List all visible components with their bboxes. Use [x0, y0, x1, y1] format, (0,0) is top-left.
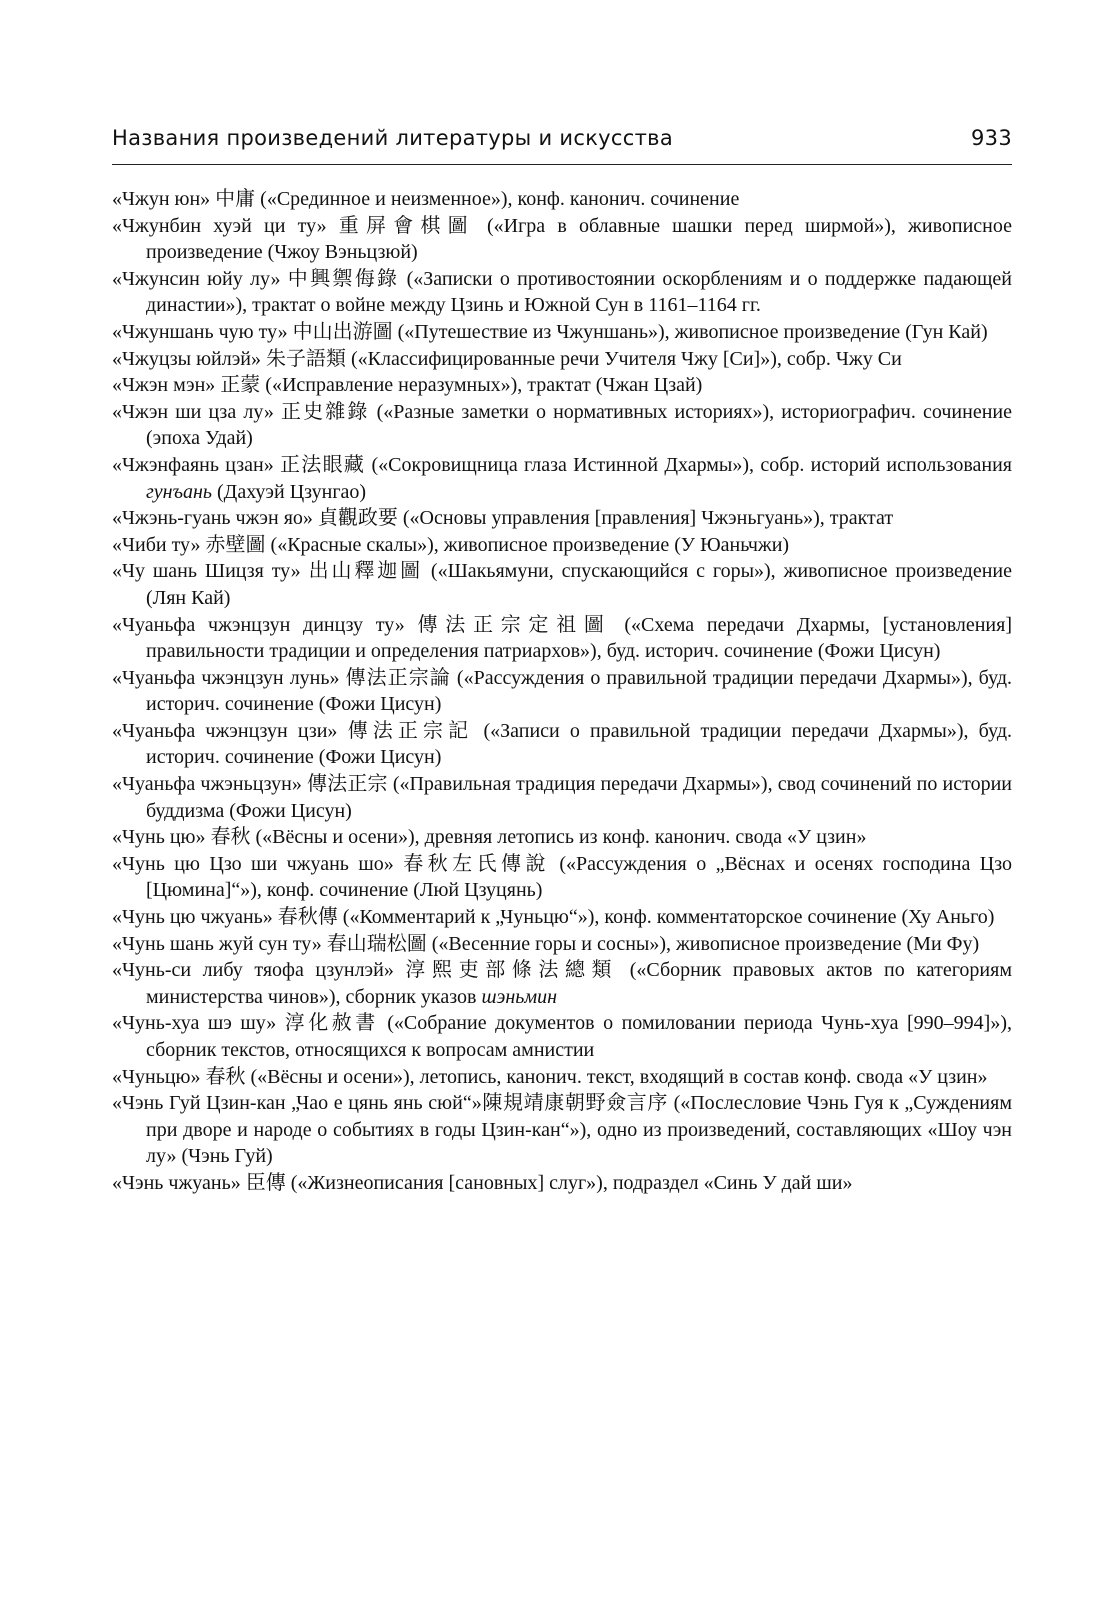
entry: «Чуньцю» 春秋 («Вёсны и осени»), летопись, канонич. текст, входящий в состав конф. свода «У цзин»	[112, 1065, 988, 1088]
entry: «Чжунбин хуэй ци ту» 重屏會棋圖 («Игра в облавные шашки перед ширмой»), живописное произведение (Чжоу Вэньцзюй)	[112, 214, 1012, 264]
entries-list	[112, 186, 1012, 1197]
entry: «Чунь-хуа шэ шу» 淳化赦書 («Собрание документов о помиловании периода Чунь-хуа [990–994]»), сборник текстов, относящихся к вопросам амнистии	[112, 1012, 1012, 1061]
italic-term: шэньмин	[481, 985, 558, 1008]
running-header	[112, 124, 1012, 165]
entry: «Чжунсин юйу лу» 中興禦侮錄 («Записки о противостоянии оскорблениям и о поддержке падающей династии»), трактат о войне между Цзинь и Южной Сун в 1161–1164 гг.	[112, 267, 1012, 317]
entry: «Чунь цю чжуань» 春秋傳 («Комментарий к „Чуньцю“»), конф. комментаторское сочинение (Ху Аньго)	[112, 906, 995, 929]
entry: «Чуаньфа чжэнцзун динцзу ту» 傳法正宗定祖圖 («Схема передачи Дхармы, [установления] правильности традиции и определения патриархов»), буд. историч. сочинение (Фожи Цисун)	[112, 613, 1012, 663]
entry: «Чунь цю Цзо ши чжуань шо» 春秋左氏傳說 («Рассуждения о „Вёснах и осенях господина Цзо [Цюмина]“»), конф. сочинение (Люй Цзуцянь)	[112, 852, 1012, 902]
running-header-title: Названия произведений литературы и искусства	[112, 126, 673, 150]
entry: «Чуаньфа чжэньцзун» 傳法正宗 («Правильная традиция передачи Дхармы»), свод сочинений по истории буддизма (Фожи Цисун)	[112, 773, 1012, 822]
entry: «Чжэнфаянь цзан» 正法眼藏 («Сокровищница глаза Истинной Дхармы»), собр. историй использования гунъань (Дахуэй Цзунгао)	[112, 453, 1012, 503]
entry: «Чэнь Гуй Цзин-кан „Чао е цянь янь сюй“»陳規靖康朝野僉言序 («Послесловие Чэнь Гуя к „Суждениям при дворе и народе о событиях в годы Цзин-кан“»), одно из произведений, составляющих «Шоу чэн лу» (Чэнь Гуй)	[112, 1092, 1012, 1168]
italic-term: гунъань	[146, 480, 213, 503]
entry: «Чу шань Шицзя ту» 出山釋迦圖 («Шакьямуни, спускающийся с горы»), живописное произведение (Лян Кай)	[112, 560, 1012, 609]
entry: «Чжэн мэн» 正蒙 («Исправление неразумных»), трактат (Чжан Цзай)	[112, 374, 703, 397]
entry: «Чжэнь-гуань чжэн яо» 貞觀政要 («Основы управления [правления] Чжэньгуань»), трактат	[112, 507, 894, 530]
entry: «Чунь-си либу тяофа цзунлэй» 淳熙吏部條法總類 («Сборник правовых актов по категориям министерства чинов»), сборник указов шэньмин	[112, 959, 1012, 1008]
entry: «Чжун юн» 中庸 («Срединное и неизменное»), конф. канонич. сочинение	[112, 188, 740, 210]
entry: «Чжэн ши цза лу» 正史雜錄 («Разные заметки о нормативных историях»), историографич. сочинение (эпоха Удай)	[112, 400, 1012, 450]
entry: «Чуаньфа чжэнцзун цзи» 傳法正宗記 («Записи о правильной традиции передачи Дхармы»), буд. историч. сочинение (Фожи Цисун)	[112, 719, 1012, 769]
entry: «Чиби ту» 赤壁圖 («Красные скалы»), живописное произведение (У Юаньчжи)	[112, 533, 790, 556]
entry: «Чунь цю» 春秋 («Вёсны и осени»), древняя летопись из конф. канонич. свода «У цзин»	[112, 826, 867, 849]
entry: «Чуаньфа чжэнцзун лунь» 傳法正宗論 («Рассуждения о правильной традиции передачи Дхармы»), буд. историч. сочинение (Фожи Цисун)	[112, 666, 1012, 716]
entry: «Чунь шань жуй сун ту» 春山瑞松圖 («Весенние горы и сосны»), живописное произведение (Ми Фу)	[112, 932, 980, 955]
entry: «Чжуншань чую ту» 中山出游圖 («Путешествие из Чжуншань»), живописное произведение (Гун Кай)	[112, 320, 988, 343]
page-number: 933	[971, 126, 1012, 150]
entry: «Чэнь чжуань» 臣傳 («Жизнеописания [сановных] слуг»), подраздел «Синь У дай ши»	[112, 1171, 853, 1194]
book-page	[112, 0, 1012, 1600]
entry: «Чжуцзы юйлэй» 朱子語類 («Классифицированные речи Учителя Чжу [Си]»), собр. Чжу Си	[112, 347, 902, 370]
